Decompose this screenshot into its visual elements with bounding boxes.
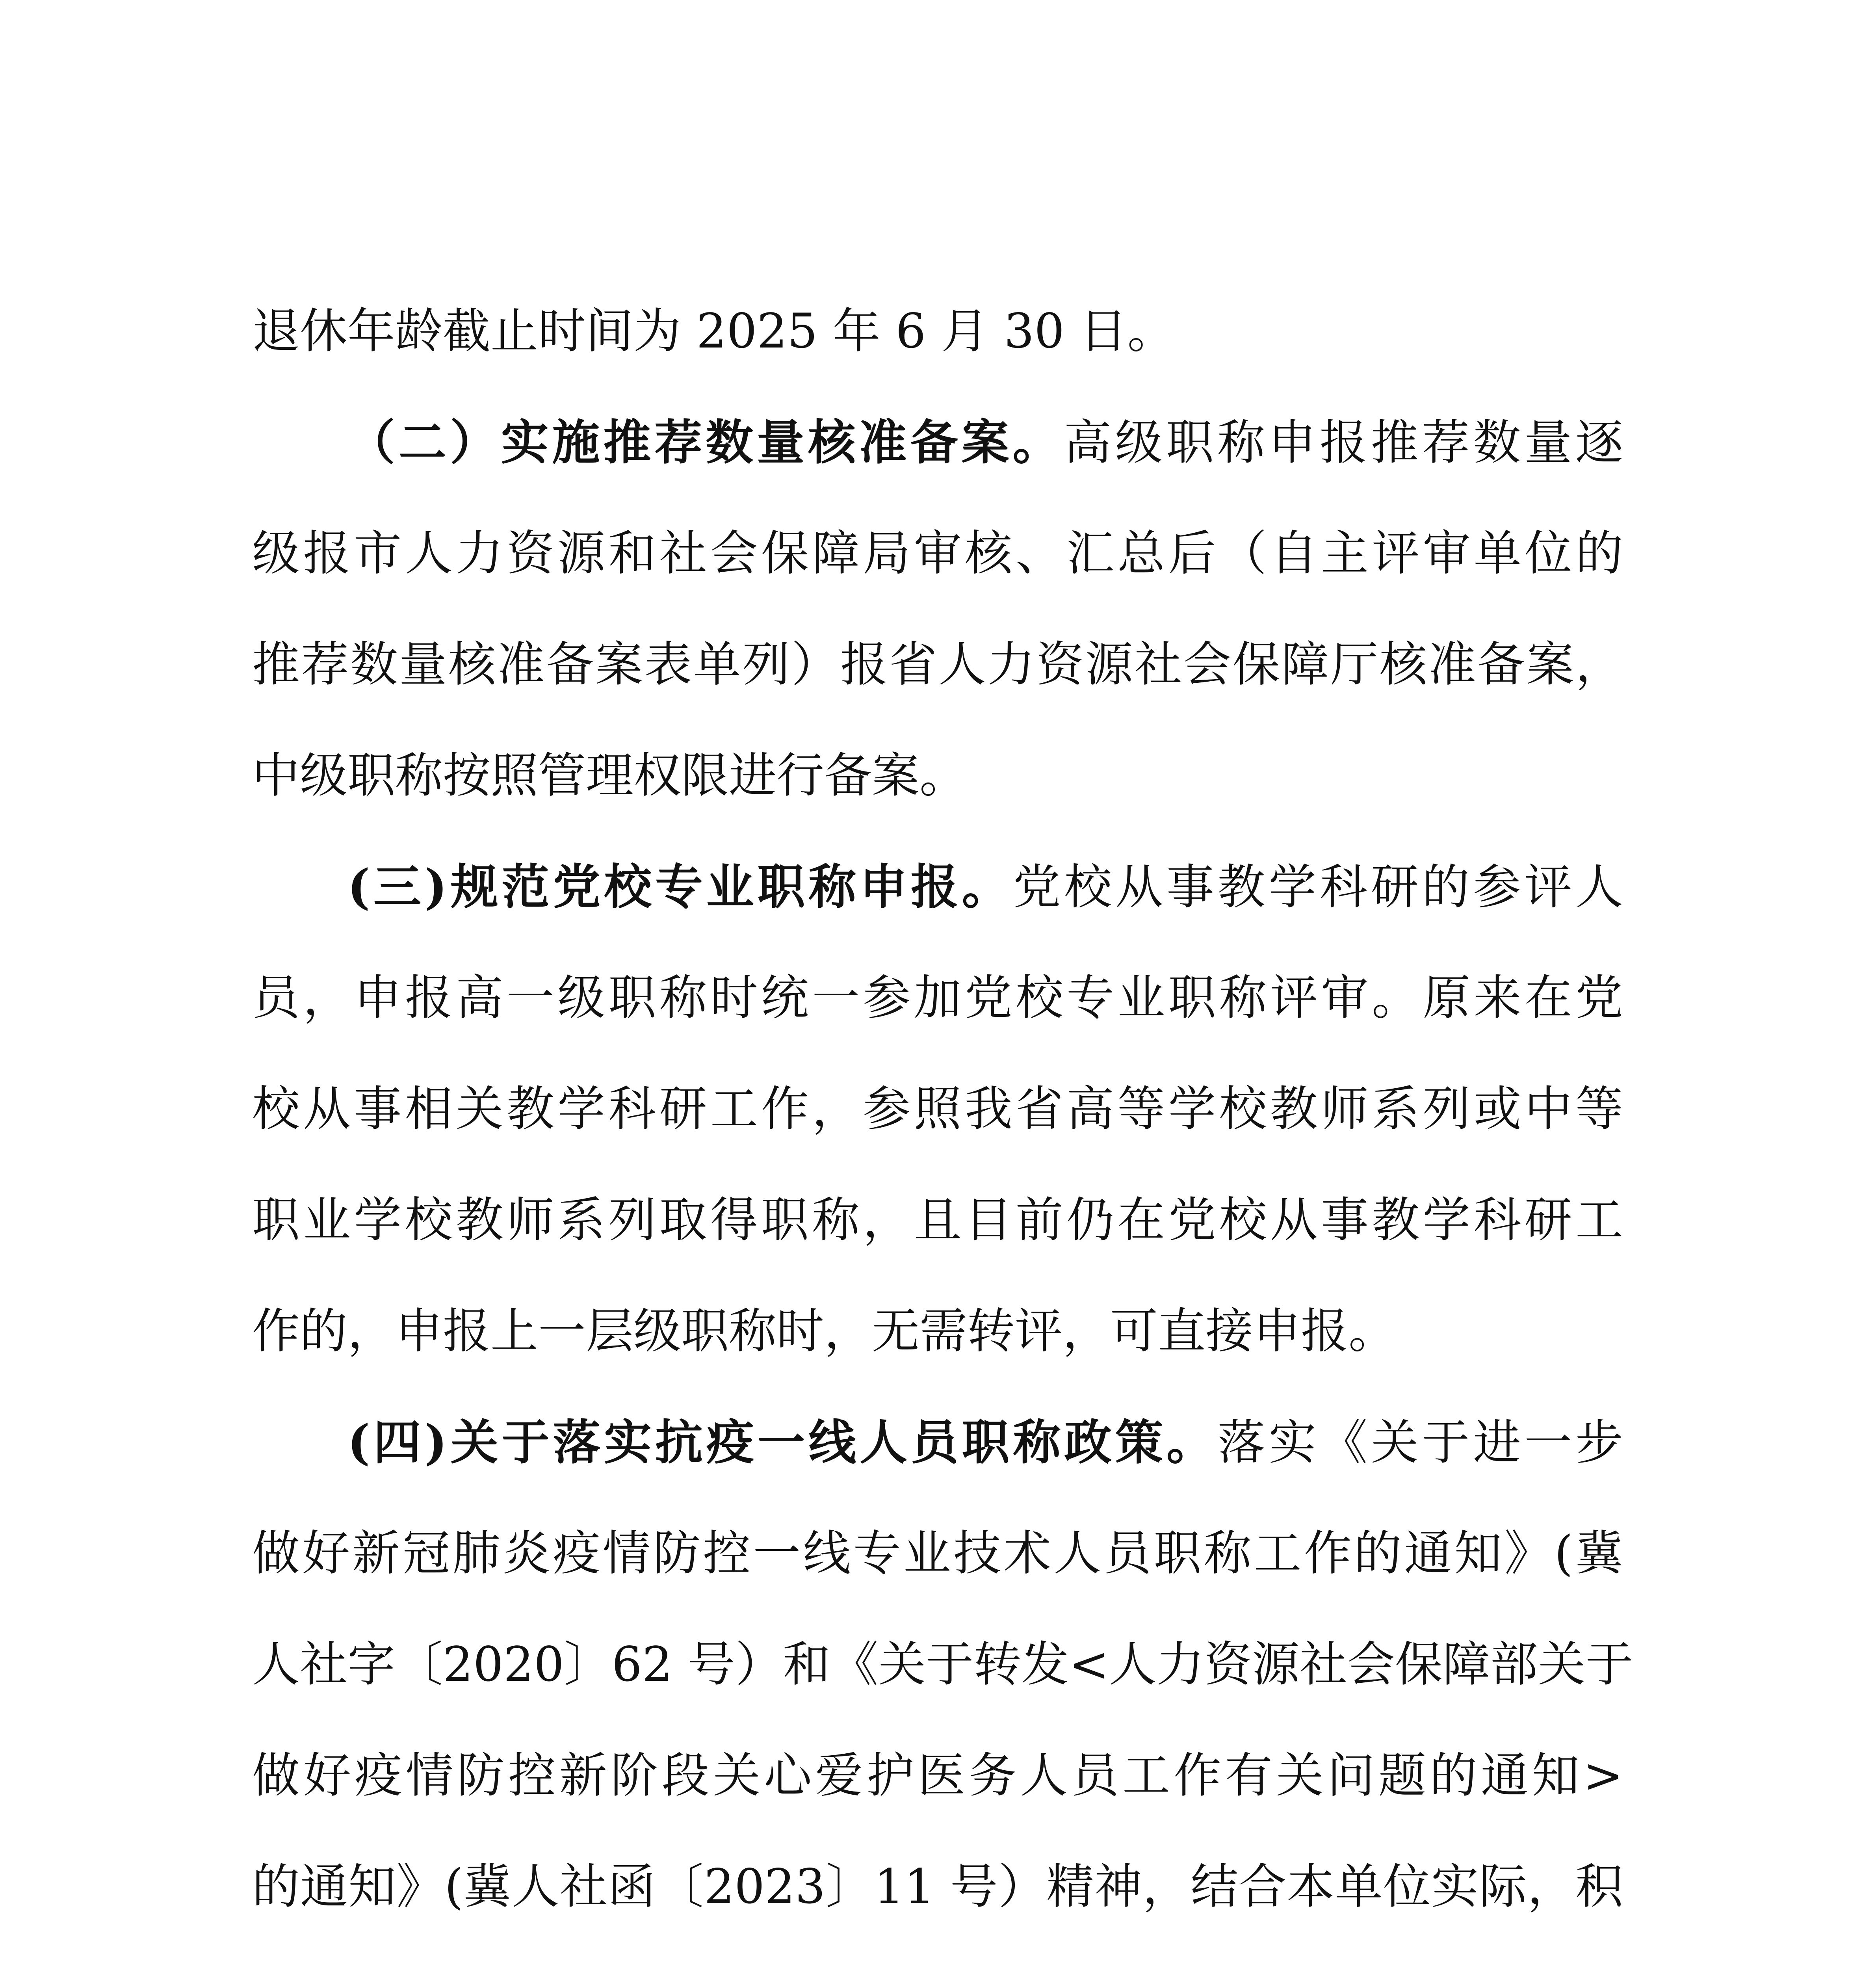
- line-text: 推荐数量核准备案表单列）报省人力资源社会保障厅核准备案，: [252, 637, 1623, 692]
- text-line: [252, 1276, 1623, 1387]
- text-line: [252, 720, 1623, 831]
- line-text: 作的，申报上一层级职称时，无需转评，可直接申报。: [252, 1303, 1397, 1359]
- line-text: 员，申报高一级职称时统一参加党校专业职称评审。原来在党: [252, 970, 1623, 1026]
- line-text: 校从事相关教学科研工作，参照我省高等学校教师系列或中等: [252, 1081, 1623, 1137]
- text-line: [252, 387, 1623, 498]
- text-line: [252, 1165, 1623, 1276]
- text-line: [252, 1498, 1623, 1609]
- text-line: [252, 1609, 1633, 1720]
- line-text: 中级职称按照管理权限进行备案。: [252, 748, 968, 803]
- line-text: 退休年龄截止时间为 2025 年 6 月 30 日。: [252, 303, 1175, 359]
- line-text: 做好疫情防控新阶段关心爱护医务人员工作有关问题的通知>: [252, 1748, 1623, 1803]
- line-text: 党校从事教学科研的参评人: [1013, 859, 1623, 915]
- line-text: 级报市人力资源和社会保障局审核、汇总后（自主评审单位的: [252, 526, 1623, 581]
- body-text: [252, 276, 1633, 1970]
- section-heading: (四)关于落实抗疫一线人员职称政策。: [347, 1414, 1218, 1470]
- text-line: [252, 1720, 1623, 1831]
- section-heading: (三)规范党校专业职称申报。: [347, 859, 1013, 915]
- line-text: 落实《关于进一步: [1217, 1415, 1623, 1470]
- line-text: 人社字〔2020〕62 号）和《关于转发<人力资源社会保障部关于: [252, 1637, 1633, 1692]
- line-text: 的通知》(冀人社函〔2023〕11 号）精神，结合本单位实际，积: [252, 1859, 1623, 1914]
- text-line: [252, 276, 1623, 387]
- text-line: [252, 498, 1623, 609]
- text-line: [252, 1054, 1623, 1165]
- section-heading: （二）实施推荐数量核准备案。: [347, 414, 1064, 470]
- text-line: [252, 831, 1623, 942]
- text-line: [252, 1831, 1623, 1942]
- text-line: [252, 1942, 1623, 1970]
- text-line: [252, 1387, 1623, 1498]
- line-text: 职业学校教师系列取得职称，且目前仍在党校从事教学科研工: [252, 1192, 1623, 1248]
- text-line: [252, 942, 1623, 1054]
- line-text: 做好新冠肺炎疫情防控一线专业技术人员职称工作的通知》(冀: [252, 1526, 1623, 1581]
- line-text: 高级职称申报推荐数量逐: [1064, 415, 1623, 470]
- text-line: [252, 609, 1623, 720]
